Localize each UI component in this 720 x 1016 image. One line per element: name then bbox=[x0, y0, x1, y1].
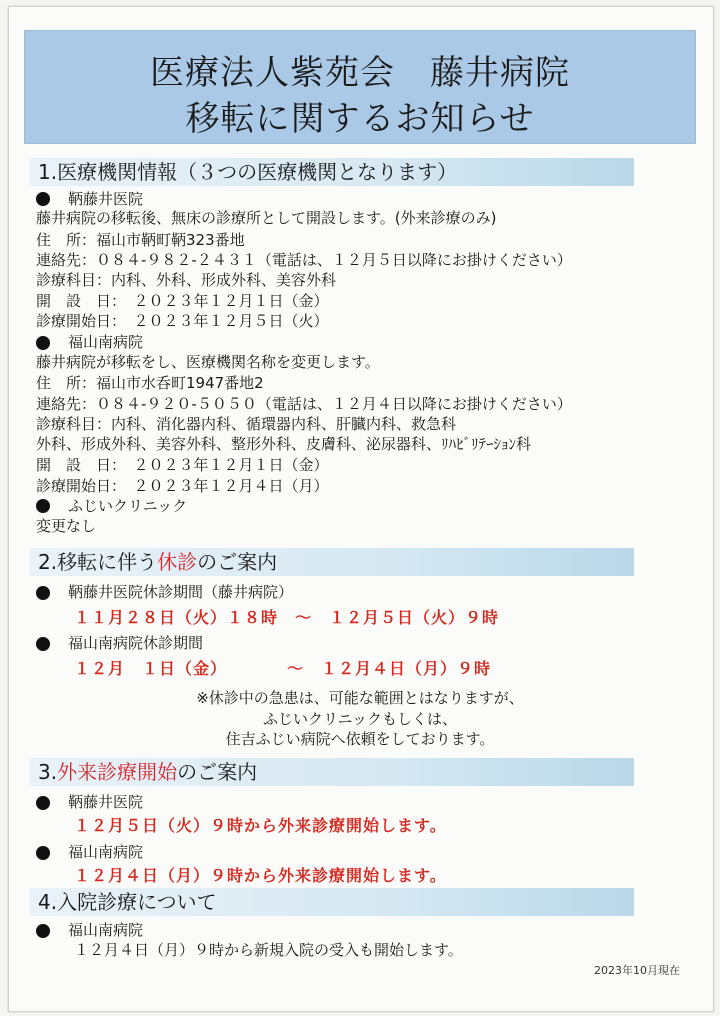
clinic2-line: 住 所：福山市水呑町1947番地2 bbox=[36, 374, 264, 392]
title-line-2: 移転に関するお知らせ bbox=[185, 99, 535, 139]
bullet-icon bbox=[36, 796, 50, 810]
bullet-icon bbox=[36, 924, 50, 938]
clinic2-line: 外科、形成外科、美容外科、整形外科、皮膚科、泌尿器科、ﾘﾊﾋﾞﾘﾃｰｼｮﾝ科 bbox=[36, 435, 532, 453]
closure2-name: 福山南病院休診期間 bbox=[68, 634, 204, 652]
clinic1-name: 鞆藤井医院 bbox=[68, 190, 144, 208]
title-banner bbox=[24, 30, 696, 144]
title-line-1: 医療法人紫苑会 藤井病院 bbox=[150, 53, 570, 93]
opening2-text: １２月４日（月）９時から外来診療開始します。 bbox=[74, 866, 447, 885]
inpatient-text: １２月４日（月）９時から新規入院の受入も開始します。 bbox=[74, 941, 463, 959]
clinic3-name: ふじいクリニック bbox=[68, 497, 188, 515]
clinic1-line: 住 所：福山市鞆町鞆323番地 bbox=[36, 231, 245, 249]
section4-heading: 4.入院診療について bbox=[38, 890, 217, 914]
closure2-period: １２月 １日（金） ～ １２月４日（月）９時 bbox=[74, 659, 492, 678]
closure-note: ※休診中の急患は、可能な範囲とはなりますが、 bbox=[196, 689, 524, 707]
bullet-icon bbox=[36, 637, 50, 651]
closure1-period: １１月２８日（火）１８時 ～ １２月５日（火）９時 bbox=[74, 608, 500, 627]
clinic1-line: 診療科目：内科、外科、形成外科、美容外科 bbox=[36, 271, 337, 289]
clinic2-line: 開 設 日： ２０２３年１２月１日（金） bbox=[36, 456, 329, 474]
clinic2-line: 藤井病院が移転をし、医療機関名称を変更します。 bbox=[36, 353, 380, 371]
date-footer: 2023年10月現在 bbox=[594, 964, 680, 977]
clinic2-line: 連絡先：０８４-９２０-５０５０（電話は、１２月４日以降にお掛けください） bbox=[36, 395, 572, 413]
bullet-icon bbox=[36, 336, 50, 350]
closure1-name: 鞆藤井医院休診期間（藤井病院） bbox=[68, 583, 294, 601]
closure-note: ふじいクリニックもしくは、 bbox=[262, 710, 458, 728]
clinic1-line: 藤井病院の移転後、無床の診療所として開設します。(外来診療のみ) bbox=[36, 209, 497, 227]
clinic2-line: 診療科目：内科、消化器内科、循環器内科、肝臓内科、救急科 bbox=[36, 415, 457, 433]
clinic1-line: 連絡先：０８４-９８２-２４３１（電話は、１２月５日以降にお掛けください） bbox=[36, 251, 572, 269]
bullet-icon bbox=[36, 499, 50, 513]
clinic1-line: 診療開始日： ２０２３年１２月５日（火） bbox=[36, 312, 329, 330]
closure-note: 住吉ふじい病院へ依頼をしております。 bbox=[225, 730, 495, 748]
inpatient-name: 福山南病院 bbox=[68, 921, 144, 939]
opening2-name: 福山南病院 bbox=[68, 843, 144, 861]
clinic1-line: 開 設 日： ２０２３年１２月１日（金） bbox=[36, 292, 329, 310]
bullet-icon bbox=[36, 586, 50, 600]
section1-heading: 1.医療機関情報（３つの医療機関となります） bbox=[38, 160, 458, 184]
clinic2-line: 診療開始日： ２０２３年１２月４日（月） bbox=[36, 477, 329, 495]
clinic2-name: 福山南病院 bbox=[68, 333, 144, 351]
section3-heading: 3.外来診療開始のご案内 bbox=[38, 760, 258, 784]
section2-heading: 2.移転に伴う休診のご案内 bbox=[38, 550, 278, 574]
opening1-text: １２月５日（火）９時から外来診療開始します。 bbox=[74, 816, 447, 835]
bullet-icon bbox=[36, 192, 50, 206]
bullet-icon bbox=[36, 846, 50, 860]
clinic3-line: 変更なし bbox=[36, 517, 97, 535]
opening1-name: 鞆藤井医院 bbox=[68, 793, 144, 811]
